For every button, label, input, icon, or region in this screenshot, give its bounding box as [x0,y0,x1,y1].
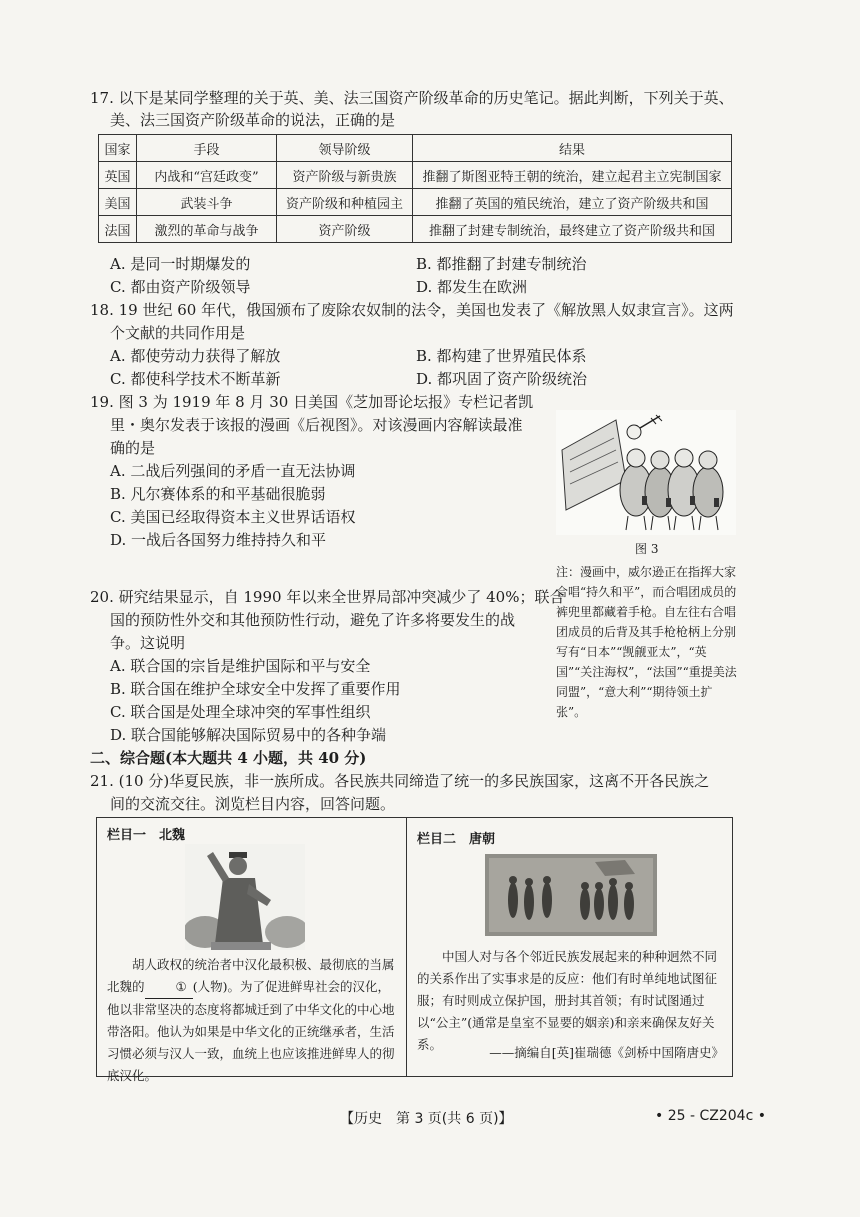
q20-option-b[interactable]: B. 联合国在维护全球安全中发挥了重要作用 [110,680,401,698]
table-cell: 推翻了斯图亚特王朝的统治，建立起君主立宪制国家 [413,162,732,189]
panel-title: 栏目二 唐朝 [417,832,496,847]
panel-title: 栏目一 北魏 [107,828,186,843]
q20-option-d[interactable]: D. 联合国能够解决国际贸易中的各种争端 [110,726,387,744]
paper-code: • 25 - CZ204c • [655,1108,766,1124]
panel-text-part1: 胡人政权的统治者中汉化最积极、最彻底的当属北魏的 [107,957,395,994]
q19-option-c[interactable]: C. 美国已经取得资本主义世界话语权 [110,508,356,526]
q17-option-d[interactable]: D. 都发生在欧洲 [416,278,528,296]
table-cell: 推翻了英国的殖民统治，建立了资产阶级共和国 [413,189,732,216]
table-header-cell: 国家 [99,135,137,162]
table-header-cell: 结果 [413,135,732,162]
table-cell: 英国 [99,162,137,189]
q19-option-a[interactable]: A. 二战后列强间的矛盾一直无法协调 [110,462,356,480]
table-cell: 武装斗争 [137,189,277,216]
q17-stem-line2: 美、法三国资产阶级革命的说法，正确的是 [110,111,396,129]
table-cell: 资产阶级与新贵族 [277,162,413,189]
panel-tang-dynasty [406,817,733,1077]
answer-blank-1[interactable]: ① [145,976,193,999]
table-header-cell: 领导阶级 [277,135,413,162]
q20-option-a[interactable]: A. 联合国的宗旨是维护国际和平与安全 [110,657,371,675]
figure-note: 注：漫画中，威尔逊正在指挥大家合唱“持久和平”，而合唱团成员的裤兜里都藏着手枪。自左往右合唱团成员的后背及其手枪枪柄上分别写有“日本”“觊觎亚太”，“英国”“关注海权”，“法国”“重提美法同盟”，“意大利”“期待领土扩张”。 [556,565,737,719]
q20-option-c[interactable]: C. 联合国是处理全球冲突的军事性组织 [110,703,371,721]
page-footer: 【历史 第 3 页(共 6 页)】 [340,1111,513,1127]
q17-option-a[interactable]: A. 是同一时期爆发的 [110,255,251,273]
q19-stem-line1: 19. 图 3 为 1919 年 8 月 30 日美国《芝加哥论坛报》专栏记者凯 [90,393,534,411]
table-header-row [99,135,732,162]
statue-photo [185,844,305,950]
panel-text: 中国人对与各个邻近民族发展起来的种种迥然不同的关系作出了实事求是的反应：他们有时单纯地试图征服；有时则成立保护国，册封其首领；有时试图通过以“公主”(通常是皇室不显要的姻亲)和亲来确保友好关系。 [417,949,718,1052]
table-cell: 资产阶级和种植园主 [277,189,413,216]
q18-option-d[interactable]: D. 都巩固了资产阶级统治 [416,370,588,388]
table-cell: 激烈的革命与战争 [137,216,277,243]
q19-stem-line2: 里・奥尔发表于该报的漫画《后视图》。对该漫画内容解读最准 [110,416,523,434]
q17-stem-line1: 17. 以下是某同学整理的关于英、美、法三国资产阶级革命的历史笔记。据此判断，下列关于英、 [90,89,734,107]
section-heading: 二、综合题(本大题共 4 小题，共 40 分) [90,749,367,767]
panel-text-part2: (人物)。为了促进鲜卑社会的汉化，他以非常坚决的态度将都城迁到了中华文化的中心地带洛阳。他认为如果是中华文化的正统继承者，生活习惯必须与汉人一致，血统上也应该推进鲜卑人的彻底汉化。 [107,979,395,1083]
table-cell: 法国 [99,216,137,243]
panel-text [107,954,397,1087]
q21-stem-line1: 21. (10 分)华夏民族，非一族所成。各民族共同缔造了统一的多民族国家，这离不开各民族之 [90,772,710,790]
table-cell: 美国 [99,189,137,216]
q19-option-d[interactable]: D. 一战后各国努力维持持久和平 [110,531,327,549]
q17-table [98,134,732,243]
q18-option-a[interactable]: A. 都使劳动力获得了解放 [110,347,281,365]
table-row [99,216,732,243]
q20-stem-line3: 争。这说明 [110,634,186,652]
table-header-cell: 手段 [137,135,277,162]
table-cell: 内战和“宫廷政变” [137,162,277,189]
tang-mural-image [485,854,657,936]
q17-option-c[interactable]: C. 都由资产阶级领导 [110,278,251,296]
q20-stem-line2: 国的预防性外交和其他预防性行动，避免了许多将要发生的战 [110,611,516,629]
table-row [99,189,732,216]
q18-option-c[interactable]: C. 都使科学技术不断革新 [110,370,281,388]
q19-stem-line3: 确的是 [110,439,156,457]
q17-option-b[interactable]: B. 都推翻了封建专制统治 [416,255,587,273]
q18-stem-line1: 18. 19 世纪 60 年代，俄国颁布了废除农奴制的法令，美国也发表了《解放黑人奴隶宣言》。这两 [90,301,734,319]
table-row [99,162,732,189]
cartoon-figure-3 [556,410,736,535]
q20-stem-line1: 20. 研究结果显示，自 1990 年以来全世界局部冲突减少了 40%；联合 [90,588,565,606]
q18-option-b[interactable]: B. 都构建了世界殖民体系 [416,347,587,365]
table-cell: 推翻了封建专制统治，最终建立了资产阶级共和国 [413,216,732,243]
q18-stem-line2: 个文献的共同作用是 [110,324,246,342]
panel-northern-wei [96,817,407,1083]
panel-source: ——摘编自[英]崔瑞德《剑桥中国隋唐史》 [489,1045,724,1060]
q19-option-b[interactable]: B. 凡尔赛体系的和平基础很脆弱 [110,485,326,503]
q21-stem-line2: 间的交流交往。浏览栏目内容，回答问题。 [110,795,396,813]
table-cell: 资产阶级 [277,216,413,243]
figure-caption: 图 3 [635,542,659,556]
